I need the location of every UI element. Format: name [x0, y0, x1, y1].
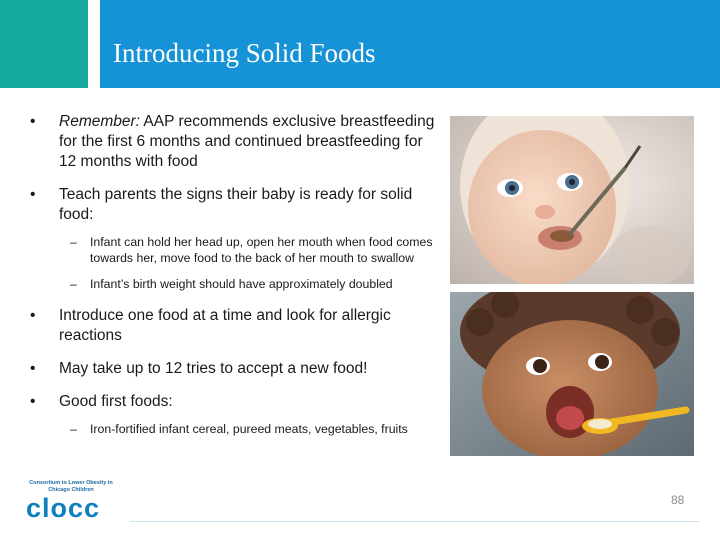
bullet-item [30, 306, 440, 346]
sub-bullet-item [30, 234, 440, 266]
bullet-marker: • [30, 360, 36, 377]
slide-body [30, 112, 440, 451]
bullet-item [30, 392, 440, 412]
bullet-text: AAP recommends exclusive breastfeeding for the first 6 months and continued breastfeeding for 12 months with food [59, 113, 435, 170]
sub-bullet-text: Iron-fortified infant cereal, pureed meats, vegetables, fruits [90, 422, 408, 436]
bullet-marker: • [30, 393, 36, 410]
bullet-text: Good first foods: [59, 393, 173, 410]
bullet-text: May take up to 12 tries to accept a new food! [59, 360, 368, 377]
baby-spoon-photo [450, 116, 694, 284]
bullet-marker: • [30, 186, 36, 203]
toddler-eating-photo [450, 292, 694, 456]
bullet-item [30, 359, 440, 379]
header-accent-square [0, 0, 88, 88]
sub-bullet-text: Infant can hold her head up, open her mouth when food comes towards her, move food to the back of her mouth to swallow [90, 235, 433, 265]
sub-bullet-item [30, 276, 440, 292]
bullet-item [30, 112, 440, 172]
bullet-marker: • [30, 307, 36, 324]
sub-bullet-marker: – [70, 277, 77, 291]
page-number: 88 [671, 493, 685, 507]
bullet-item [30, 185, 440, 225]
logo-wordmark: clocc [26, 493, 101, 523]
clocc-logo [26, 480, 116, 523]
bullet-marker: • [30, 113, 36, 130]
sub-bullet-marker: – [70, 235, 77, 249]
sub-bullet-marker: – [70, 422, 77, 436]
bullet-text: Teach parents the signs their baby is ready for solid food: [59, 186, 413, 223]
sub-bullet-text: Infant’s birth weight should have approximately doubled [90, 277, 393, 291]
footer-divider [130, 521, 700, 522]
sub-bullet-item [30, 421, 440, 437]
bullet-text: Introduce one food at a time and look for allergic reactions [59, 307, 391, 344]
logo-subtitle: Consortium to Lower Obesity in Chicago Children [29, 480, 113, 493]
bullet-lead: Remember: [59, 113, 140, 130]
slide-title: Introducing Solid Foods [113, 38, 376, 68]
